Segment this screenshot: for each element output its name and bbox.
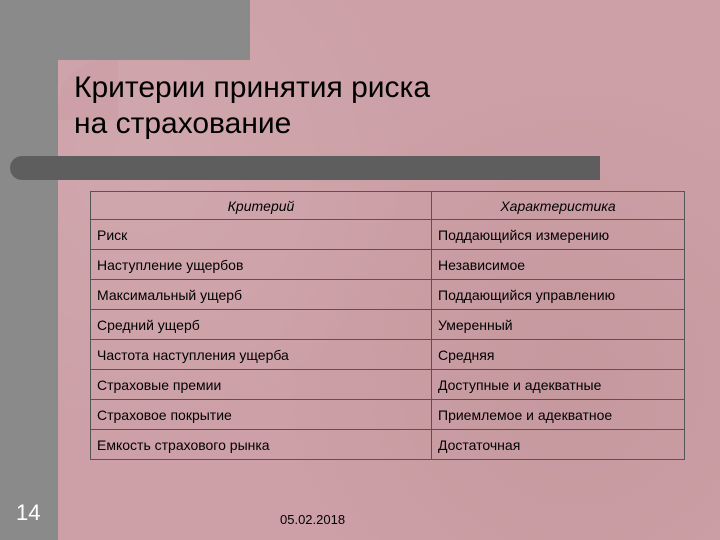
characteristic-cell: Независимое xyxy=(432,250,685,280)
header-characteristic: Характеристика xyxy=(432,192,685,220)
criterion-cell: Частота наступления ущерба xyxy=(91,340,432,370)
characteristic-cell: Средняя xyxy=(432,340,685,370)
table-row xyxy=(91,370,685,400)
criterion-cell: Страховое покрытие xyxy=(91,400,432,430)
table-header-row xyxy=(91,192,685,220)
slide-number: 14 xyxy=(16,500,41,525)
characteristic-cell: Доступные и адекватные xyxy=(432,370,685,400)
characteristic-cell: Достаточная xyxy=(432,430,685,460)
criteria-table xyxy=(90,191,685,460)
title-divider-bar xyxy=(10,156,600,180)
criterion-cell: Средний ущерб xyxy=(91,310,432,340)
table-row xyxy=(91,340,685,370)
slide-date: 05.02.2018 xyxy=(280,512,346,527)
slide-title-line-1: Критерии принятия риска xyxy=(74,71,431,104)
criterion-cell: Наступление ущербов xyxy=(91,250,432,280)
table-row xyxy=(91,250,685,280)
table-row xyxy=(91,400,685,430)
criterion-cell: Емкость страхового рынка xyxy=(91,430,432,460)
characteristic-cell: Поддающийся управлению xyxy=(432,280,685,310)
table-row xyxy=(91,280,685,310)
criterion-cell: Риск xyxy=(91,220,432,250)
slide-title-line-2: на страхование xyxy=(74,107,292,140)
characteristic-cell: Поддающийся измерению xyxy=(432,220,685,250)
table-row xyxy=(91,430,685,460)
left-frame-bar xyxy=(0,0,58,540)
characteristic-cell: Умеренный xyxy=(432,310,685,340)
header-criterion: Критерий xyxy=(91,192,432,220)
table-row xyxy=(91,310,685,340)
characteristic-cell: Приемлемое и адекватное xyxy=(432,400,685,430)
table-row xyxy=(91,220,685,250)
top-frame-block xyxy=(0,0,250,60)
slide-title xyxy=(74,70,674,142)
criterion-cell: Страховые премии xyxy=(91,370,432,400)
criterion-cell: Максимальный ущерб xyxy=(91,280,432,310)
